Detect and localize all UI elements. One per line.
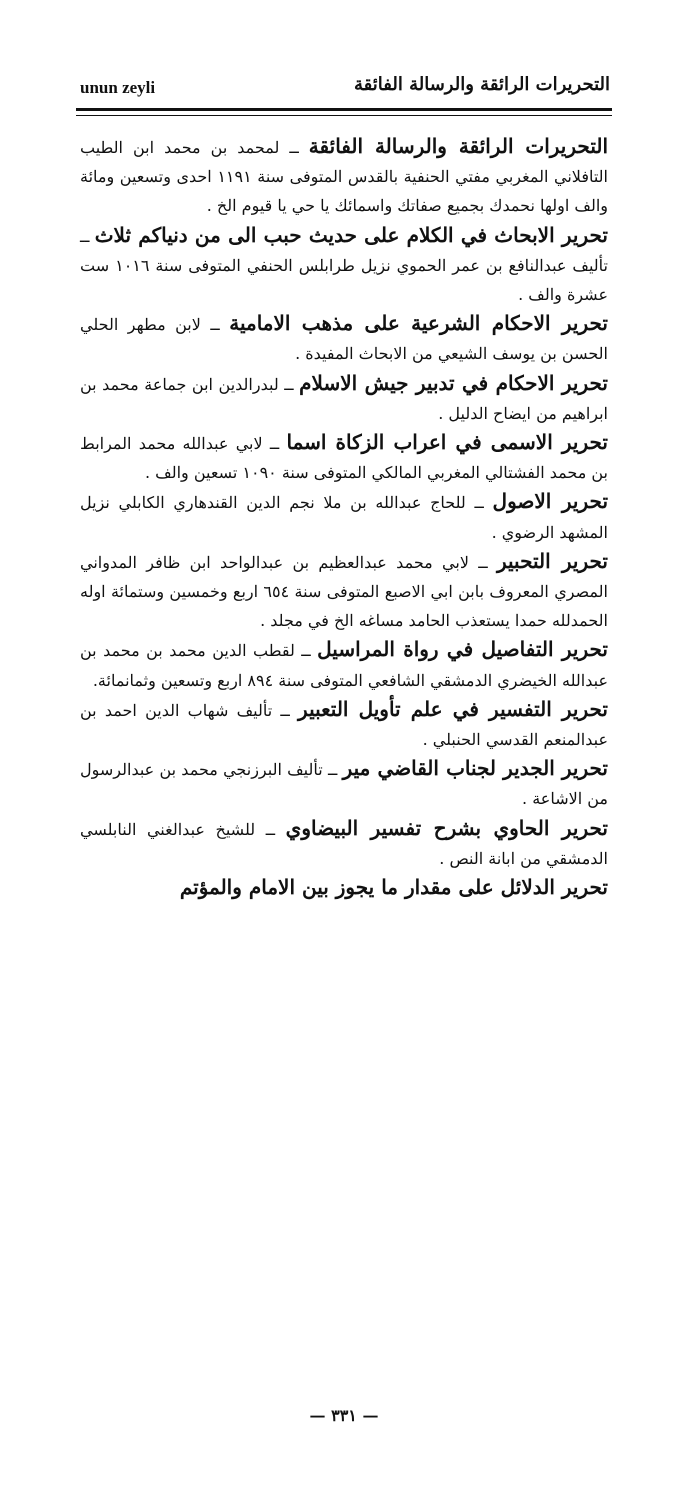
entry: [80, 814, 608, 873]
header-rule-thin: [76, 115, 612, 116]
entry-title: تحرير الدلائل على مقدار ما يجوز بين الامام والمؤتم: [179, 875, 608, 900]
entry: [80, 754, 608, 813]
entry-text: ــ للحاج عبدالله بن ملا نجم الدين القندهاري الكابلي نزيل المشهد الرضوي .: [80, 493, 608, 542]
entry-text: ــ لابي عبدالله محمد المرابط بن محمد الفشتالي المغربي المالكي المتوفى سنة ١٠٩٠ تسعين والف .: [80, 434, 608, 483]
header-rule-thick: [76, 108, 612, 111]
page-number: — ٣٣١ —: [309, 1406, 379, 1425]
running-header-right: التحريرات الرائقة والرسالة الفائقة: [354, 74, 610, 95]
entry-title: تحرير التفاصيل في رواة المراسيل: [317, 637, 608, 662]
entry-title: تحرير الاسمى في اعراب الزكاة اسما: [286, 430, 608, 455]
entry: [80, 132, 608, 221]
entry-text: ــ تأليف البرزنجي محمد بن عبدالرسول من الاشاعة .: [80, 760, 608, 809]
entry-title: تحرير الاحكام في تدبير جيش الاسلام: [299, 370, 608, 395]
entries-column: [80, 132, 608, 903]
entry-title: تحرير التحبير: [496, 548, 608, 573]
entry: [80, 487, 608, 546]
entry-title: تحرير الاصول: [492, 489, 609, 514]
entry: [80, 695, 608, 754]
entry-text: ــ للشيخ عبدالغني النابلسي الدمشقي من ابانة النص .: [80, 819, 608, 868]
entry-title: التحريرات الرائقة والرسالة الفائقة: [308, 134, 609, 158]
entry-text: ــ لقطب الدين محمد بن محمد بن عبدالله الخيضري الدمشقي الشافعي المتوفى سنة ٨٩٤ اربع وتسعين وثمانمائة.: [80, 641, 608, 690]
entry: [80, 428, 608, 487]
entry-title: تحرير الابحاث في الكلام على حديث حبب الى من دنياكم ثلاث: [94, 222, 608, 247]
entry-title: تحرير الاحكام الشرعية على مذهب الامامية: [229, 311, 609, 336]
entry-title: تحرير التفسير في علم تأويل التعبير: [298, 696, 608, 721]
entry-text: ــ لابن مطهر الحلي الحسن بن يوسف الشيعي من الابحاث المفيدة .: [80, 315, 608, 364]
entry: [80, 309, 608, 368]
entry: [80, 873, 608, 903]
entry-text: ــ لمحمد بن محمد ابن الطيب التافلاني المغربي مفتي الحنفية بالقدس المتوفى سنة ١١٩١ احدى وتسعين ومائة والف اولها نحمدك بجميع صفاتك واسمائك يا حي يا قيوم الخ .: [80, 138, 608, 216]
running-header-left: unun zeyli: [80, 78, 156, 97]
entry: [80, 547, 608, 636]
entry-title: تحرير الحاوي بشرح تفسير البيضاوي: [285, 815, 608, 840]
entry-text: ــ لابي محمد عبدالعظيم بن عبدالواحد ابن ظافر المدواني المصري المعروف بابن ابي الاصبع المتوفى سنة ٦٥٤ اربع وخمسين وستمائة اوله الحمدلله حمدا يستعذب الحامد مساغه الخ في مجلد .: [80, 552, 609, 631]
entry: [80, 221, 608, 310]
entry: [80, 369, 608, 428]
entry-text: ــ تأليف شهاب الدين احمد بن عبدالمنعم القدسي الحنبلي .: [80, 700, 608, 750]
entry-text: ــ تأليف عبدالنافع بن عمر الحموي نزيل طرابلس الحنفي المتوفى سنة ١٠١٦ ست عشرة والف .: [80, 226, 609, 305]
entry-title: تحرير الجدير لجناب القاضي مير: [342, 756, 609, 781]
entry-text: ــ لبدرالدين ابن جماعة محمد بن ابراهيم من ايضاح الدليل .: [80, 374, 608, 423]
entry: [80, 635, 608, 694]
